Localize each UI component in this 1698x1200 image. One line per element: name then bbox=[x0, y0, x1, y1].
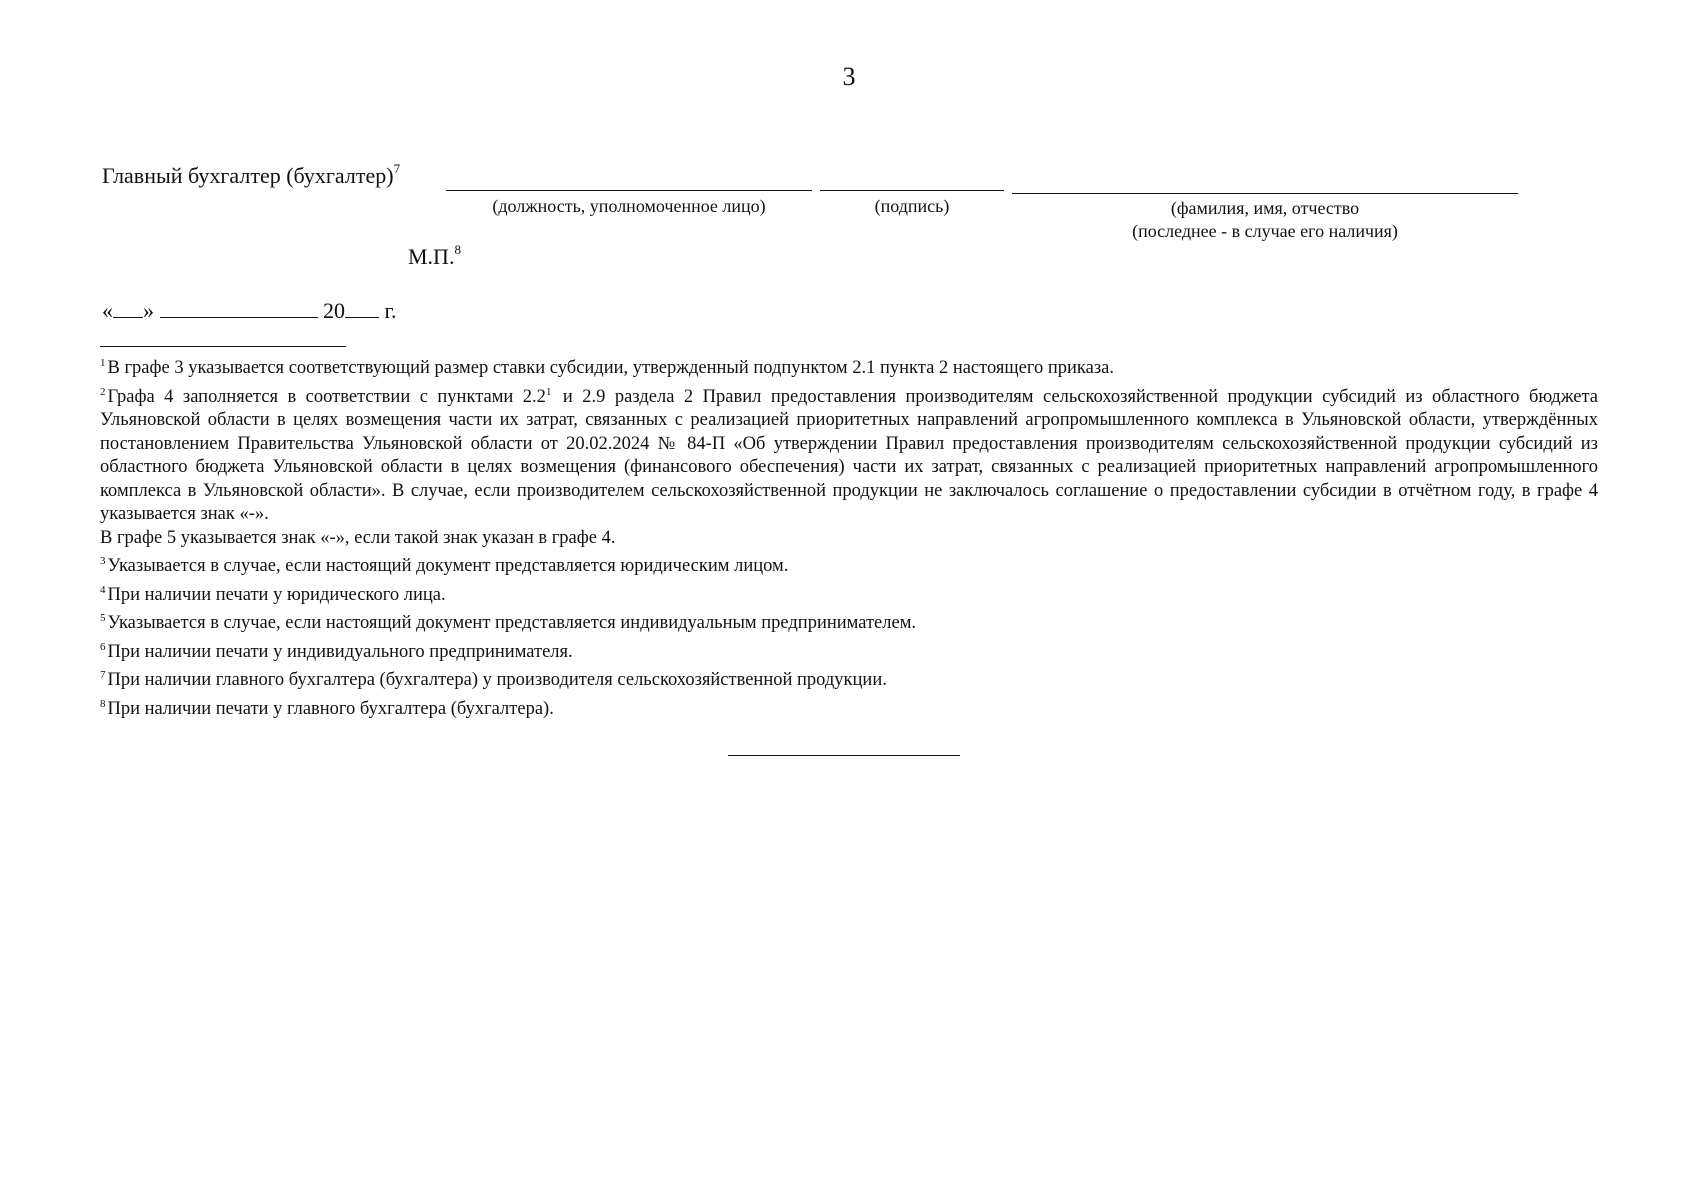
footnote-separator bbox=[100, 346, 346, 347]
year-suffix: г. bbox=[384, 298, 397, 323]
footnote-number: 2 bbox=[100, 385, 106, 398]
footnote-text: При наличии печати у главного бухгалтера (бухгалтера). bbox=[107, 698, 554, 719]
footnote-number: 7 bbox=[100, 669, 106, 681]
footnote-text: При наличии печати у индивидуального предпринимателя. bbox=[107, 641, 573, 662]
name-caption bbox=[1012, 197, 1518, 244]
footnote-number: 5 bbox=[100, 612, 106, 624]
footnote-text: Графа 4 заполняется в соответствии с пунктами 2.2 bbox=[107, 386, 546, 407]
footnote-2-continuation: В графе 5 указывается знак «-», если такой знак указан в графе 4. bbox=[100, 527, 616, 548]
footnote-8 bbox=[100, 693, 1598, 722]
signature-caption: (подпись) bbox=[874, 196, 950, 216]
footnote-text: Указывается в случае, если настоящий документ представляется индивидуальным предпринимателем. bbox=[107, 613, 917, 633]
year-blank bbox=[345, 299, 379, 318]
footnote-4 bbox=[100, 579, 1598, 608]
stamp-placeholder bbox=[408, 242, 461, 270]
signature-blank-line bbox=[820, 190, 1004, 191]
footnote-text: В графе 3 указывается соответствующий размер ставки субсидии, утвержденный подпунктом 2.1 пункта 2 настоящего приказа. bbox=[107, 358, 1114, 378]
position-blank-line bbox=[446, 190, 812, 191]
page-number: 3 bbox=[842, 62, 856, 91]
footnote-ref-8: 8 bbox=[454, 242, 461, 257]
name-blank-line bbox=[1012, 193, 1518, 194]
name-caption-line-1: (фамилия, имя, отчество bbox=[1170, 198, 1360, 218]
footnote-2 bbox=[100, 381, 1598, 527]
footnote-5 bbox=[100, 607, 1598, 636]
footnote-ref-7: 7 bbox=[393, 161, 401, 176]
footnote-3 bbox=[100, 550, 1598, 579]
chief-accountant-label bbox=[102, 162, 400, 187]
month-blank bbox=[160, 299, 318, 318]
footnote-text: При наличии печати у юридического лица. bbox=[107, 584, 446, 605]
footnote-7 bbox=[100, 664, 1598, 693]
footnote-number: 3 bbox=[100, 555, 106, 567]
footnote-number: 8 bbox=[100, 697, 106, 710]
footnote-text: При наличии главного бухгалтера (бухгалтера) у производителя сельскохозяйственной продукции. bbox=[107, 670, 887, 690]
footnote-number: 6 bbox=[100, 640, 106, 653]
stamp-label: М.П. bbox=[408, 244, 455, 269]
date-line bbox=[102, 298, 397, 324]
document-end-rule bbox=[728, 755, 960, 756]
day-blank bbox=[113, 299, 143, 318]
date-open-quote: « bbox=[102, 298, 113, 323]
footnote-6 bbox=[100, 636, 1598, 665]
name-caption-line-2: (последнее - в случае его наличия) bbox=[1132, 221, 1398, 242]
footnote-number: 4 bbox=[100, 583, 106, 596]
chief-accountant-label-text: Главный бухгалтер (бухгалтер) bbox=[102, 163, 394, 188]
footnote-number: 1 bbox=[100, 357, 106, 369]
date-close-quote: » bbox=[143, 298, 154, 323]
year-prefix: 20 bbox=[323, 298, 345, 323]
position-caption: (должность, уполномоченное лицо) bbox=[492, 196, 766, 216]
footnotes bbox=[100, 352, 1598, 721]
footnote-inner-superscript: 1 bbox=[545, 385, 552, 398]
footnote-text: Указывается в случае, если настоящий документ представляется юридическим лицом. bbox=[107, 556, 789, 576]
footnote-text-continued: и 2.9 раздела 2 Правил предоставления производителям сельскохозяйственной продукции субсидий из областного бюджета Ульяновской области в целях возмещения части их затрат, связанных с реализацией приоритетных направлений агропромышленного комплекса в Ульяновской области, утверждённых постановлением Правительства Ульяновской области от 20.02.2024 № 84-П «Об утверждении Правил предоставления производителям сельскохозяйственной продукции субсидий из областного бюджета Ульяновской области в целях возмещения (финансового обеспечения) части их затрат, связанных с реализацией приоритетных направлений агропромышленного комплекса в Ульяновской области». В случае, если производителем сельскохозяйственной продукции не заключалось соглашение о предоставлении субсидии в отчётном году, в графе 4 указывается знак «-». bbox=[100, 386, 1598, 524]
footnote-1 bbox=[100, 352, 1598, 381]
